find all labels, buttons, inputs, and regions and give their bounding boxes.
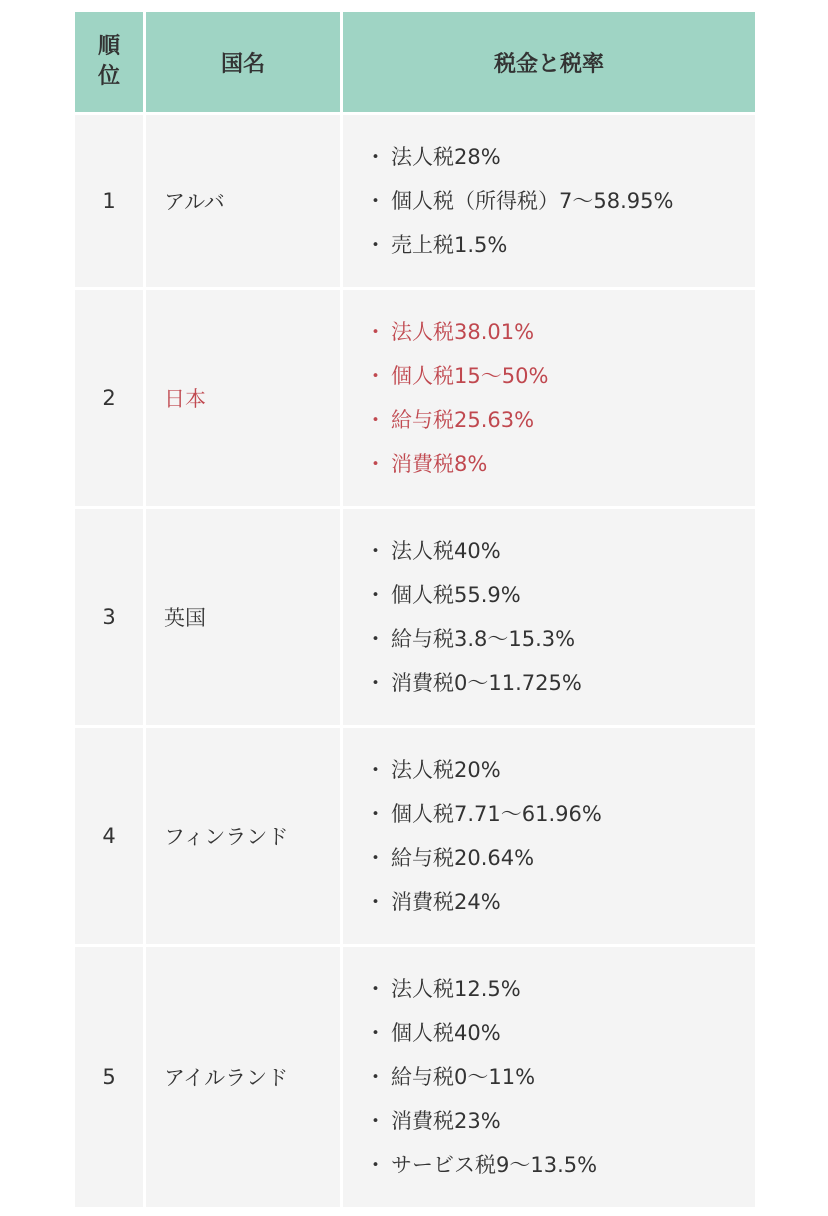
taxes-cell: [343, 728, 755, 944]
tax-item: ・ 個人税15〜50%: [365, 354, 755, 398]
tax-list: [365, 748, 755, 924]
tax-item: ・ 個人税55.9%: [365, 573, 755, 617]
rank-cell: 4: [75, 728, 143, 944]
taxes-cell: [343, 509, 755, 725]
table-row: [75, 947, 755, 1207]
bullet: ・: [365, 1153, 386, 1177]
bullet: ・: [365, 627, 386, 651]
taxes-cell: [343, 290, 755, 506]
rank-cell: 5: [75, 947, 143, 1207]
bullet: ・: [365, 890, 386, 914]
tax-item: ・ 法人税12.5%: [365, 967, 755, 1011]
bullet: ・: [365, 145, 386, 169]
tax-item: ・ 個人税7.71〜61.96%: [365, 792, 755, 836]
tax-item: ・ 消費税0〜11.725%: [365, 661, 755, 705]
tax-item: ・ 法人税38.01%: [365, 310, 755, 354]
rank-cell: 1: [75, 115, 143, 287]
bullet: ・: [365, 189, 386, 213]
rank-cell: 3: [75, 509, 143, 725]
tax-item: ・ 給与税3.8〜15.3%: [365, 617, 755, 661]
tax-item: ・ 個人税（所得税）7〜58.95%: [365, 179, 755, 223]
bullet: ・: [365, 320, 386, 344]
bullet: ・: [365, 758, 386, 782]
country-cell: アルバ: [146, 115, 340, 287]
tax-list: [365, 135, 755, 267]
table-row: [75, 509, 755, 725]
tax-list: [365, 967, 755, 1187]
country-header: 国名: [146, 12, 340, 112]
rank-header: [75, 12, 143, 112]
taxes-cell: [343, 947, 755, 1207]
table-row: [75, 728, 755, 944]
country-cell: アイルランド: [146, 947, 340, 1207]
bullet: ・: [365, 1109, 386, 1133]
tax-item: ・ 法人税20%: [365, 748, 755, 792]
bullet: ・: [365, 583, 386, 607]
country-cell: フィンランド: [146, 728, 340, 944]
table-row-highlighted: [75, 290, 755, 506]
bullet: ・: [365, 452, 386, 476]
tax-item: ・ 個人税40%: [365, 1011, 755, 1055]
tax-list: [365, 310, 755, 486]
bullet: ・: [365, 846, 386, 870]
tax-item: ・ 消費税23%: [365, 1099, 755, 1143]
bullet: ・: [365, 233, 386, 257]
country-cell: 英国: [146, 509, 340, 725]
bullet: ・: [365, 1021, 386, 1045]
tax-item: ・ 消費税8%: [365, 442, 755, 486]
tax-list: [365, 529, 755, 705]
bullet: ・: [365, 977, 386, 1001]
bullet: ・: [365, 408, 386, 432]
bullet: ・: [365, 671, 386, 695]
tax-item: ・ 消費税24%: [365, 880, 755, 924]
bullet: ・: [365, 539, 386, 563]
tax-ranking-table: [72, 9, 758, 1210]
taxes-header: 税金と税率: [343, 12, 755, 112]
tax-item: ・ サービス税9〜13.5%: [365, 1143, 755, 1187]
tax-item: ・ 法人税40%: [365, 529, 755, 573]
tax-item: ・ 給与税20.64%: [365, 836, 755, 880]
tax-item: ・ 法人税28%: [365, 135, 755, 179]
header-row: [75, 12, 755, 112]
bullet: ・: [365, 802, 386, 826]
tax-item: ・ 給与税0〜11%: [365, 1055, 755, 1099]
country-cell: 日本: [146, 290, 340, 506]
table-row: [75, 115, 755, 287]
rank-header-line2: 位: [97, 64, 120, 89]
tax-item: ・ 売上税1.5%: [365, 223, 755, 267]
taxes-cell: [343, 115, 755, 287]
tax-item: ・ 給与税25.63%: [365, 398, 755, 442]
rank-cell: 2: [75, 290, 143, 506]
bullet: ・: [365, 1065, 386, 1089]
rank-header-line1: 順: [97, 34, 120, 59]
bullet: ・: [365, 364, 386, 388]
